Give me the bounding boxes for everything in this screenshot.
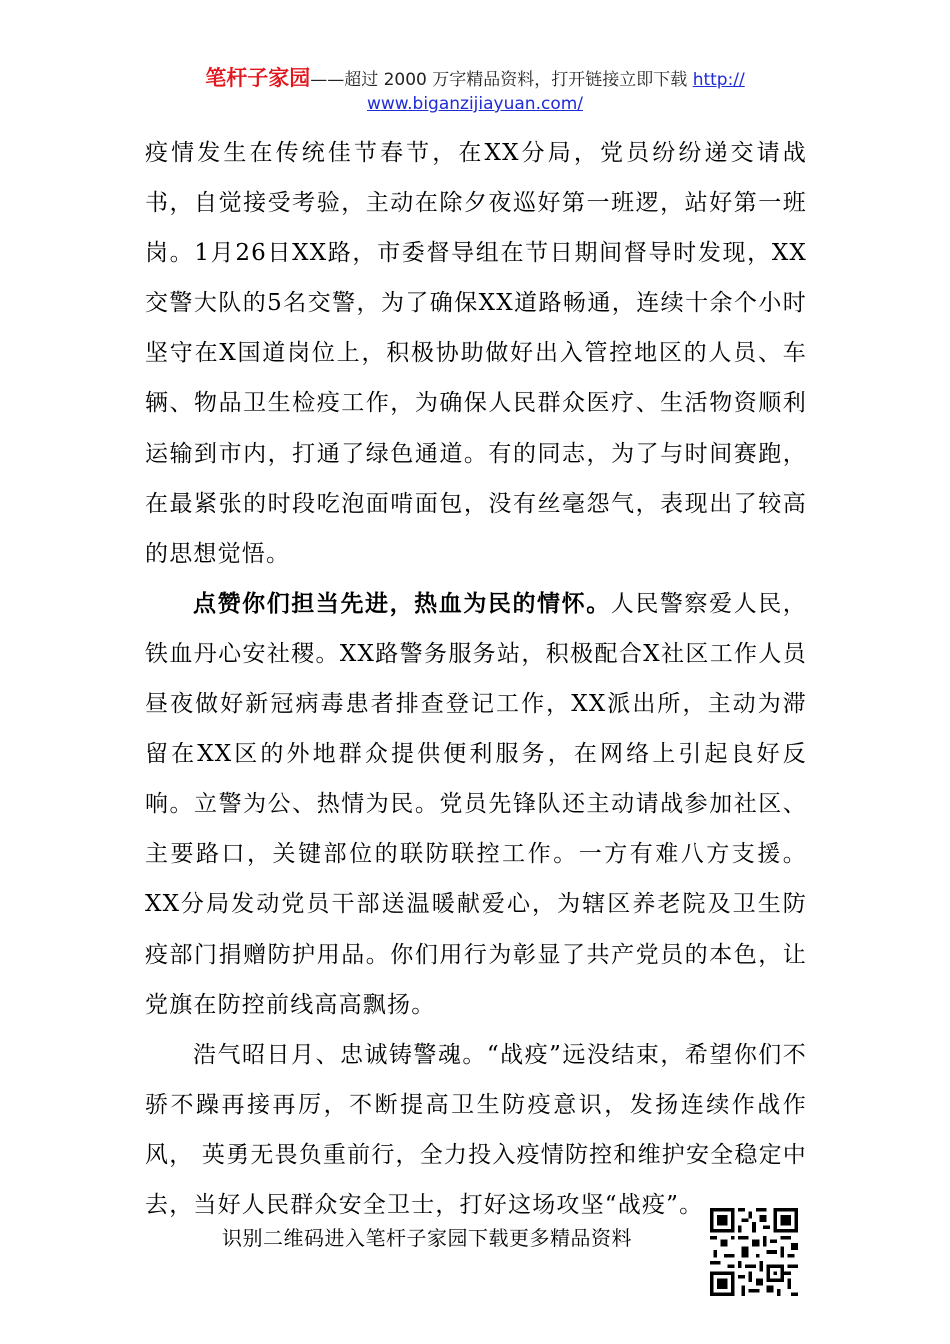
paragraph-2-body: 人民警察爱人民，铁血丹心安社稷。XX路警务服务站，积极配合X社区工作人员昼夜做好新冠病毒患者排查登记工作，XX派出所，主动为滞留在XX区的外地群众提供便利服务，在网络上引起良好反响。立警为公、热情为民。党员先锋队还主动请战参加社区、主要路口，关键部位的联防联控工作。一方有难八方支援。XX分局发动党员干部送温暖献爱心，为辖区养老院及卫生防疫部门捐赠防护用品。你们用行为彰显了共产党员的本色，让党旗在防控前线高高飘扬。 xyxy=(145,590,807,1018)
header-line-2 xyxy=(0,92,950,116)
download-link-part1[interactable]: http:// xyxy=(692,70,745,90)
brand-name: 笔杆子家园 xyxy=(205,66,311,90)
header-line-1 xyxy=(0,66,950,92)
document-body xyxy=(145,128,807,1230)
paragraph-2-heading: 点赞你们担当先进，热血为民的情怀。 xyxy=(193,589,611,617)
download-link-part2[interactable]: www.biganzijiayuan.com/ xyxy=(366,94,584,114)
paragraph-1: 疫情发生在传统佳节春节，在XX分局，党员纷纷递交请战书，自觉接受考验，主动在除夕夜巡好第一班逻，站好第一班岗。1月26日XX路，市委督导组在节日期间督导时发现，XX交警大队的5名交警，为了确保XX道路畅通，连续十余个小时坚守在X国道岗位上，积极协助做好出入管控地区的人员、车辆、物品卫生检疫工作，为确保人民群众医疗、生活物资顺利运输到市内，打通了绿色通道。有的同志，为了与时间赛跑，在最紧张的时段吃泡面啃面包，没有丝毫怨气，表现出了较高的思想觉悟。 xyxy=(145,140,807,567)
paragraph-3: 浩气昭日月、忠诚铸警魂。“战疫”远没结束，希望你们不骄不躁再接再厉，不断提高卫生防疫意识，发扬连续作战作风， 英勇无畏负重前行，全力投入疫情防控和维护安全稳定中去，当好人民群众安全卫士，打好这场攻坚“战疫”。 xyxy=(145,1041,807,1218)
footer-promo-text: 识别二维码进入笔杆子家园下载更多精品资料 xyxy=(222,1226,632,1250)
qr-code-icon[interactable] xyxy=(710,1208,798,1296)
page-header xyxy=(0,66,950,116)
paragraph-2 xyxy=(145,579,807,1030)
header-tagline: ——超过 2000 万字精品资料，打开链接立即下载 xyxy=(310,70,693,90)
